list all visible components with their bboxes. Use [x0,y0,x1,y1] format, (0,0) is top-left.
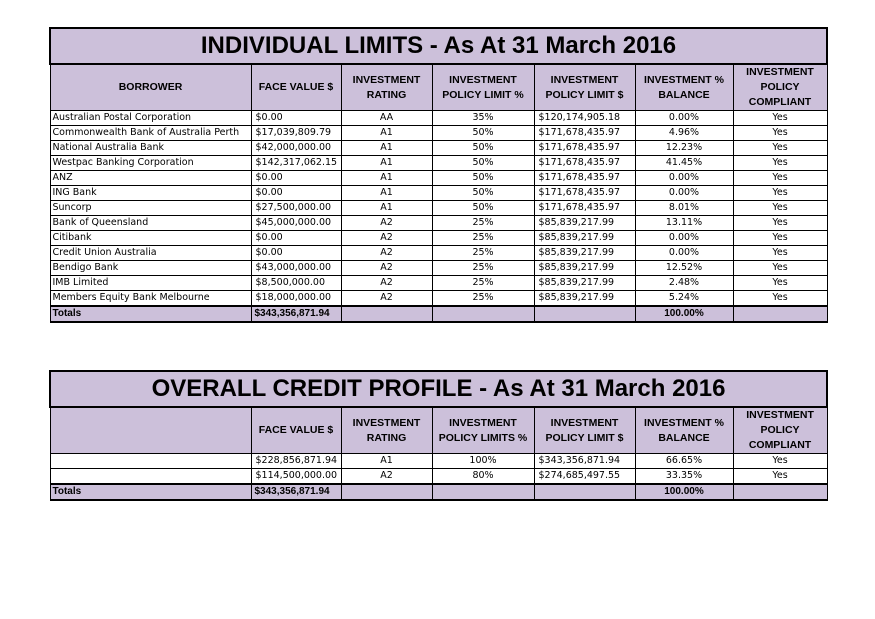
policy-limit-pct-cell: 50% [432,171,534,186]
policy-limit-pct-cell: 25% [432,216,534,231]
rating-cell: A2 [341,469,432,485]
borrower-cell: Bank of Queensland [50,216,251,231]
face-value-cell: $114,500,000.00 [251,469,341,485]
balance-pct-cell: 4.96% [635,126,733,141]
totals-balance: 100.00% [635,306,733,322]
compliant-cell: Yes [733,156,827,171]
policy-limit-amount-cell: $171,678,435.97 [534,201,635,216]
policy-limit-amount-cell: $85,839,217.99 [534,216,635,231]
table-row [50,261,827,276]
borrower-cell: Bendigo Bank [50,261,251,276]
policy-limit-amount-cell: $85,839,217.99 [534,291,635,307]
column-header: FACE VALUE $ [251,64,341,111]
column-header: FACE VALUE $ [251,407,341,454]
rating-cell: A2 [341,246,432,261]
compliant-cell: Yes [733,469,827,485]
header-row [50,407,827,454]
column-header: INVESTMENT POLICY COMPLIANT [733,407,827,454]
rating-cell: A2 [341,291,432,307]
balance-pct-cell: 5.24% [635,291,733,307]
balance-pct-cell: 2.48% [635,276,733,291]
rating-cell: A1 [341,156,432,171]
totals-face-value: $343,356,871.94 [251,484,341,500]
rating-cell: A2 [341,276,432,291]
rating-cell: A2 [341,231,432,246]
balance-pct-cell: 0.00% [635,171,733,186]
balance-pct-cell: 33.35% [635,469,733,485]
balance-pct-cell: 12.52% [635,261,733,276]
borrower-cell: Westpac Banking Corporation [50,156,251,171]
totals-row [50,484,827,500]
policy-limit-pct-cell: 100% [432,454,534,469]
compliant-cell: Yes [733,171,827,186]
borrower-cell: Citibank [50,231,251,246]
compliant-cell: Yes [733,216,827,231]
policy-limit-amount-cell: $85,839,217.99 [534,231,635,246]
table-row [50,291,827,307]
balance-pct-cell: 0.00% [635,111,733,126]
borrower-cell: Credit Union Australia [50,246,251,261]
column-header: INVESTMENT POLICY COMPLIANT [733,64,827,111]
policy-limit-amount-cell: $171,678,435.97 [534,171,635,186]
table-row [50,454,827,469]
policy-limit-pct-cell: 80% [432,469,534,485]
compliant-cell: Yes [733,246,827,261]
policy-limit-amount-cell: $171,678,435.97 [534,156,635,171]
face-value-cell: $8,500,000.00 [251,276,341,291]
balance-pct-cell: 0.00% [635,186,733,201]
borrower-cell: Members Equity Bank Melbourne [50,291,251,307]
column-header: INVESTMENT RATING [341,407,432,454]
borrower-cell: Suncorp [50,201,251,216]
borrower-cell [50,454,251,469]
policy-limit-pct-cell: 25% [432,246,534,261]
borrower-cell: Australian Postal Corporation [50,111,251,126]
policy-limit-amount-cell: $120,174,905.18 [534,111,635,126]
table-row [50,276,827,291]
borrower-cell: ANZ [50,171,251,186]
policy-limit-amount-cell: $85,839,217.99 [534,261,635,276]
column-header: INVESTMENT POLICY LIMIT % [432,64,534,111]
face-value-cell: $27,500,000.00 [251,201,341,216]
rating-cell: A1 [341,454,432,469]
column-header: INVESTMENT POLICY LIMITS % [432,407,534,454]
table-row [50,126,827,141]
policy-limit-amount-cell: $85,839,217.99 [534,246,635,261]
totals-label: Totals [50,484,251,500]
column-header: INVESTMENT % BALANCE [635,407,733,454]
balance-pct-cell: 0.00% [635,246,733,261]
rating-cell: A1 [341,126,432,141]
overall-credit-profile-table [49,370,828,501]
compliant-cell: Yes [733,231,827,246]
table-row [50,186,827,201]
table-row [50,246,827,261]
rating-cell: A2 [341,216,432,231]
table-row [50,231,827,246]
rating-cell: A2 [341,261,432,276]
face-value-cell: $43,000,000.00 [251,261,341,276]
compliant-cell: Yes [733,126,827,141]
compliant-cell: Yes [733,276,827,291]
policy-limit-amount-cell: $85,839,217.99 [534,276,635,291]
table-row [50,469,827,485]
column-header: BORROWER [50,64,251,111]
compliant-cell: Yes [733,261,827,276]
face-value-cell: $0.00 [251,171,341,186]
rating-cell: A1 [341,171,432,186]
compliant-cell: Yes [733,141,827,156]
compliant-cell: Yes [733,291,827,307]
face-value-cell: $0.00 [251,111,341,126]
policy-limit-pct-cell: 25% [432,231,534,246]
table-row [50,111,827,126]
face-value-cell: $142,317,062.15 [251,156,341,171]
policy-limit-pct-cell: 50% [432,186,534,201]
rating-cell: A1 [341,186,432,201]
policy-limit-pct-cell: 25% [432,291,534,307]
header-row [50,64,827,111]
compliant-cell: Yes [733,186,827,201]
compliant-cell: Yes [733,111,827,126]
table-row [50,156,827,171]
balance-pct-cell: 66.65% [635,454,733,469]
policy-limit-pct-cell: 50% [432,126,534,141]
policy-limit-amount-cell: $171,678,435.97 [534,141,635,156]
borrower-cell: Commonwealth Bank of Australia Perth [50,126,251,141]
face-value-cell: $0.00 [251,186,341,201]
column-header: INVESTMENT POLICY LIMIT $ [534,407,635,454]
balance-pct-cell: 0.00% [635,231,733,246]
balance-pct-cell: 13.11% [635,216,733,231]
column-header [50,407,251,454]
policy-limit-pct-cell: 50% [432,156,534,171]
face-value-cell: $42,000,000.00 [251,141,341,156]
face-value-cell: $0.00 [251,246,341,261]
policy-limit-amount-cell: $171,678,435.97 [534,186,635,201]
totals-face-value: $343,356,871.94 [251,306,341,322]
borrower-cell: IMB Limited [50,276,251,291]
table-row [50,201,827,216]
policy-limit-pct-cell: 50% [432,201,534,216]
face-value-cell: $17,039,809.79 [251,126,341,141]
face-value-cell: $0.00 [251,231,341,246]
balance-pct-cell: 12.23% [635,141,733,156]
policy-limit-pct-cell: 25% [432,261,534,276]
totals-row [50,306,827,322]
column-header: INVESTMENT POLICY LIMIT $ [534,64,635,111]
face-value-cell: $45,000,000.00 [251,216,341,231]
table-title: INDIVIDUAL LIMITS - As At 31 March 2016 [50,28,827,64]
balance-pct-cell: 8.01% [635,201,733,216]
balance-pct-cell: 41.45% [635,156,733,171]
table-row [50,141,827,156]
policy-limit-amount-cell: $171,678,435.97 [534,126,635,141]
policy-limit-amount-cell: $343,356,871.94 [534,454,635,469]
face-value-cell: $18,000,000.00 [251,291,341,307]
individual-limits-table [49,27,828,323]
compliant-cell: Yes [733,201,827,216]
policy-limit-pct-cell: 35% [432,111,534,126]
column-header: INVESTMENT % BALANCE [635,64,733,111]
compliant-cell: Yes [733,454,827,469]
column-header: INVESTMENT RATING [341,64,432,111]
policy-limit-pct-cell: 50% [432,141,534,156]
rating-cell: A1 [341,141,432,156]
policy-limit-pct-cell: 25% [432,276,534,291]
borrower-cell: ING Bank [50,186,251,201]
rating-cell: A1 [341,201,432,216]
policy-limit-amount-cell: $274,685,497.55 [534,469,635,485]
totals-label: Totals [50,306,251,322]
rating-cell: AA [341,111,432,126]
borrower-cell [50,469,251,485]
face-value-cell: $228,856,871.94 [251,454,341,469]
table-title: OVERALL CREDIT PROFILE - As At 31 March 2016 [50,371,827,407]
table-row [50,171,827,186]
borrower-cell: National Australia Bank [50,141,251,156]
table-row [50,216,827,231]
totals-balance: 100.00% [635,484,733,500]
